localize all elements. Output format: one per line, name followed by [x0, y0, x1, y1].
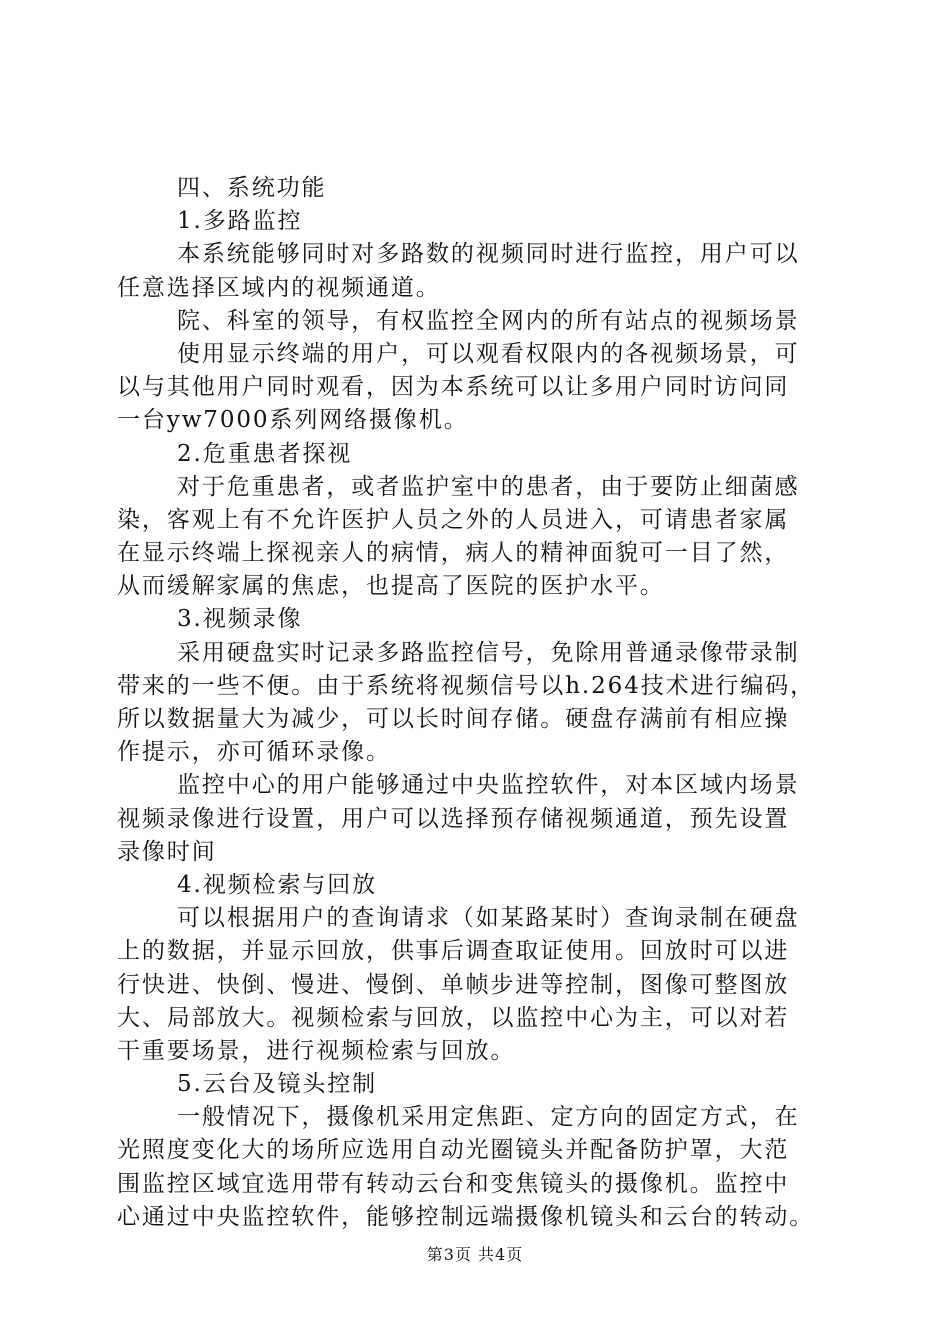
text-line: 心通过中央监控软件，能够控制远端摄像机镜头和云台的转动。 [117, 1203, 815, 1230]
text-line: 使用显示终端的用户，可以观看权限内的各视频场景，可 [177, 340, 800, 367]
text-line: 以与其他用户同时观看，因为本系统可以让多用户同时访问同 [117, 374, 790, 401]
text-line: 录像时间 [117, 838, 217, 865]
subheading: 3.视频录像 [177, 606, 303, 633]
text-line: 对于危重患者，或者监护室中的患者，由于要防止细菌感 [177, 473, 800, 500]
text-line: 院、科室的领导，有权监控全网内的所有站点的视频场景 [177, 307, 800, 334]
text-line: 从而缓解家属的焦虑，也提高了医院的医护水平。 [117, 573, 665, 600]
body-text [117, 172, 837, 1234]
subheading: 4.视频检索与回放 [177, 871, 378, 898]
text-line: 本系统能够同时对多路数的视频同时进行监控，用户可以 [177, 241, 800, 268]
page-number-footer: 第3页 共4页 [426, 1245, 524, 1264]
subheading: 1.多路监控 [177, 208, 303, 235]
text-line: 一台yw7000系列网络摄像机。 [117, 407, 469, 434]
text-line: 光照度变化大的场所应选用自动光圈镜头并配备防护罩，大范 [117, 1137, 790, 1164]
text-line: 行快进、快倒、慢进、慢倒、单帧步进等控制，图像可整图放 [117, 971, 790, 998]
text-line: 带来的一些不便。由于系统将视频信号以h.264技术进行编码， [117, 672, 816, 699]
text-line: 染，客观上有不允许医护人员之外的人员进入，可请患者家属 [117, 506, 790, 533]
subheading: 5.云台及镜头控制 [177, 1071, 378, 1098]
text-line: 所以数据量大为减少，可以长时间存储。硬盘存满前有相应操 [117, 706, 790, 732]
text-line: 监控中心的用户能够通过中央监控软件，对本区域内场景 [177, 772, 800, 799]
text-line: 可以根据用户的查询请求（如某路某时）查询录制在硬盘 [177, 905, 800, 932]
text-line: 在显示终端上探视亲人的病情，病人的精神面貌可一目了然， [117, 540, 790, 567]
subheading: 2.危重患者探视 [177, 440, 353, 467]
text-line: 干重要场景，进行视频检索与回放。 [117, 1037, 516, 1064]
text-line: 大、局部放大。视频检索与回放，以监控中心为主，可以对若 [117, 1004, 790, 1031]
text-line: 上的数据，并显示回放，供事后调查取证使用。回放时可以进 [117, 938, 790, 965]
section-heading: 四、系统功能 [177, 175, 327, 201]
text-line: 围监控区域宜选用带有转动云台和变焦镜头的摄像机。监控中 [117, 1170, 790, 1197]
text-line: 采用硬盘实时记录多路监控信号，免除用普通录像带录制 [177, 639, 800, 666]
text-line: 视频录像进行设置，用户可以选择预存储视频通道，预先设置 [117, 805, 790, 832]
text-line: 作提示，亦可循环录像。 [117, 739, 391, 766]
text-line: 一般情况下，摄像机采用定焦距、定方向的固定方式，在 [177, 1104, 800, 1131]
text-line: 任意选择区域内的视频通道。 [117, 274, 441, 301]
